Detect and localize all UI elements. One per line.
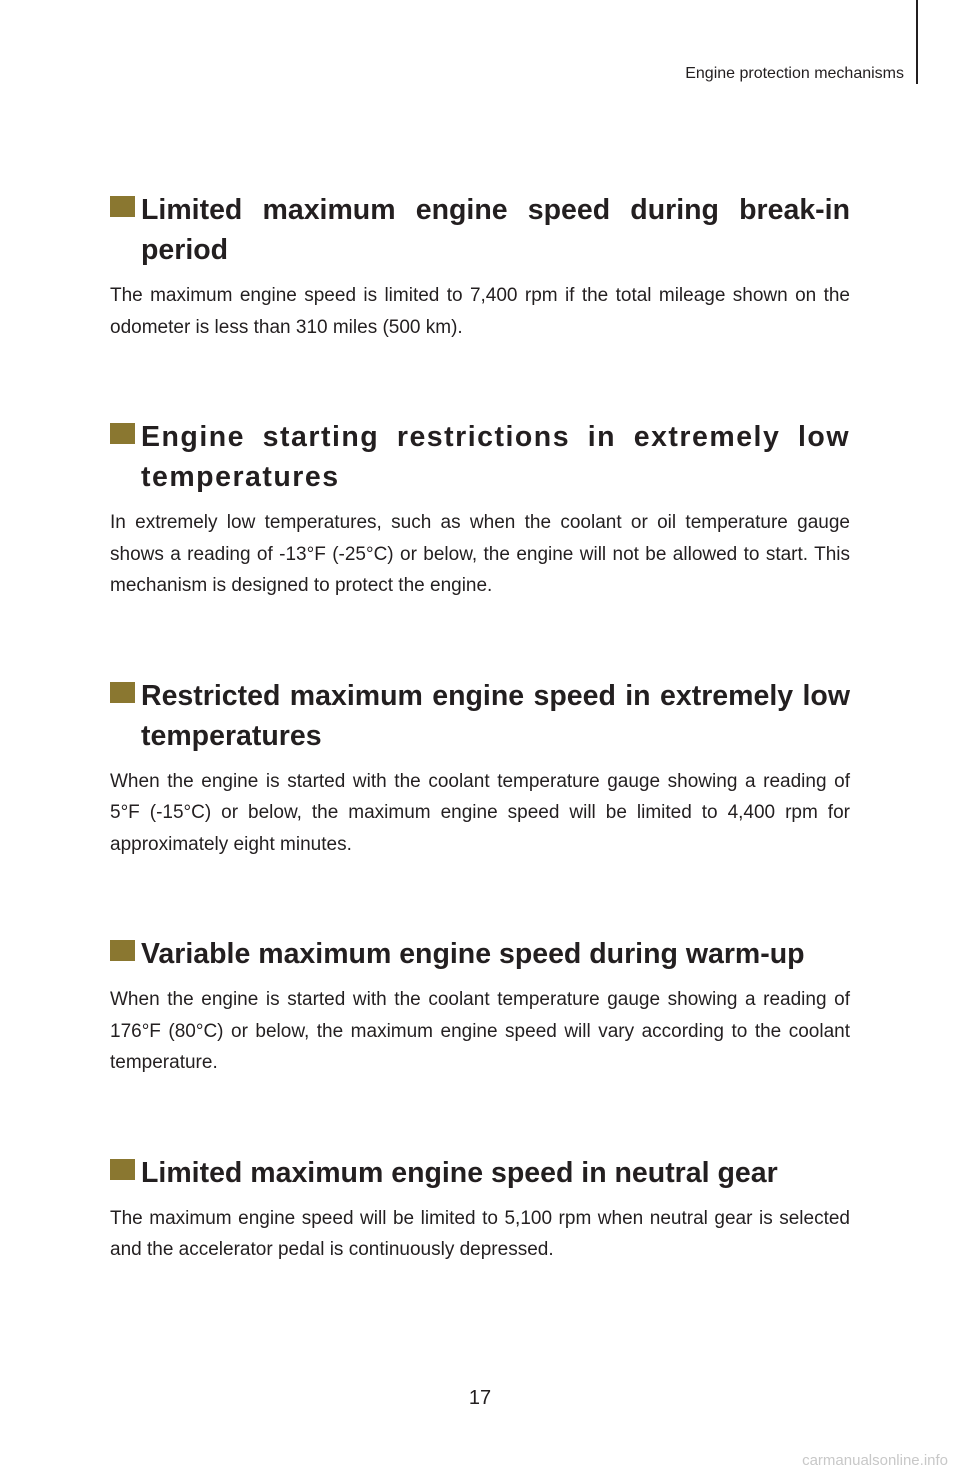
section-heading-text: Variable maximum engine speed during warm-up: [141, 938, 805, 970]
section-body: When the engine is started with the coolant temperature gauge showing a reading of 5°F (-15°C) or below, the maximum engine speed will be limited to 4,400 rpm for approximately eight minutes.: [110, 770, 850, 855]
header-rule: [916, 0, 918, 84]
page-number: 17: [468, 1387, 492, 1409]
section-heading: [110, 934, 850, 974]
square-bullet-icon: [110, 682, 135, 703]
square-bullet-icon: [110, 423, 135, 444]
running-header: Engine protection mechanisms: [685, 65, 904, 82]
section-body: In extremely low temperatures, such as when the coolant or oil temperature gauge shows a reading of -13°F (-25°C) or below, the engine will not be allowed to start. This mechanism is designed to protect the engine.: [110, 512, 850, 596]
section-break-in-period: [110, 190, 850, 343]
section-restricted-speed-low-temp: [110, 676, 850, 861]
section-body: The maximum engine speed is limited to 7,400 rpm if the total mileage shown on the odometer is less than 310 miles (500 km).: [110, 285, 850, 338]
section-neutral-gear: [110, 1153, 850, 1266]
section-heading: [110, 417, 850, 497]
section-body: When the engine is started with the coolant temperature gauge showing a reading of 176°F (80°C) or below, the maximum engine speed will vary according to the coolant temperature.: [110, 989, 850, 1073]
square-bullet-icon: [110, 196, 135, 217]
section-heading: [110, 190, 850, 270]
section-body: The maximum engine speed will be limited to 5,100 rpm when neutral gear is selected and the accelerator pedal is continuously depressed.: [110, 1207, 850, 1260]
section-heading-text: Engine starting restrictions in extremely low temperatures: [141, 421, 850, 493]
section-heading-text: Restricted maximum engine speed in extremely low temperatures: [141, 679, 850, 752]
square-bullet-icon: [110, 940, 135, 961]
section-heading-text: Limited maximum engine speed in neutral gear: [141, 1156, 778, 1189]
section-starting-restrictions: [110, 417, 850, 602]
section-warm-up: [110, 934, 850, 1079]
section-heading: [110, 676, 850, 756]
square-bullet-icon: [110, 1159, 135, 1180]
page-content: [110, 190, 850, 1340]
watermark: carmanualsonline.info: [802, 1452, 948, 1469]
section-heading-text: Limited maximum engine speed during break-in period: [141, 194, 850, 266]
section-heading: [110, 1153, 850, 1193]
